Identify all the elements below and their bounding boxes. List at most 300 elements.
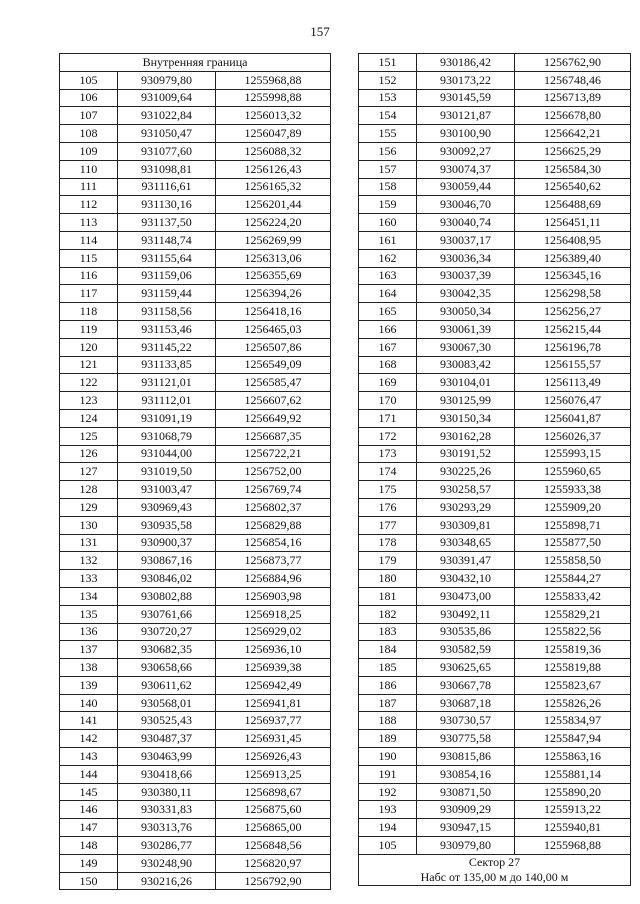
x-coordinate-cell: 930074,37 xyxy=(417,160,515,178)
table-row xyxy=(359,498,631,516)
x-coordinate-cell: 930286,77 xyxy=(118,837,216,855)
y-coordinate-cell: 1256549,09 xyxy=(216,356,331,374)
table-row xyxy=(60,676,331,694)
y-coordinate-cell: 1255960,65 xyxy=(515,463,631,481)
point-number-cell: 172 xyxy=(359,427,417,445)
x-coordinate-cell: 930611,62 xyxy=(118,676,216,694)
y-coordinate-cell: 1256937,77 xyxy=(216,712,331,730)
y-coordinate-cell: 1256355,69 xyxy=(216,267,331,285)
table-row xyxy=(359,409,631,427)
table-row xyxy=(359,570,631,588)
x-coordinate-cell: 930658,66 xyxy=(118,659,216,677)
table-row xyxy=(359,712,631,730)
point-number-cell: 146 xyxy=(60,801,118,819)
y-coordinate-cell: 1256678,80 xyxy=(515,107,631,125)
x-coordinate-cell: 931112,01 xyxy=(118,392,216,410)
point-number-cell: 145 xyxy=(60,783,118,801)
table-row xyxy=(60,748,331,766)
x-coordinate-cell: 930761,66 xyxy=(118,605,216,623)
point-number-cell: 173 xyxy=(359,445,417,463)
point-number-cell: 133 xyxy=(60,570,118,588)
y-coordinate-cell: 1255890,20 xyxy=(515,783,631,801)
table-row xyxy=(60,516,331,534)
point-number-cell: 185 xyxy=(359,659,417,677)
y-coordinate-cell: 1256076,47 xyxy=(515,392,631,410)
y-coordinate-cell: 1256155,57 xyxy=(515,356,631,374)
table-row xyxy=(60,641,331,659)
y-coordinate-cell: 1256165,32 xyxy=(216,178,331,196)
point-number-cell: 157 xyxy=(359,160,417,178)
point-number-cell: 181 xyxy=(359,587,417,605)
x-coordinate-cell: 931158,56 xyxy=(118,303,216,321)
x-coordinate-cell: 930173,22 xyxy=(417,71,515,89)
x-coordinate-cell: 931019,50 xyxy=(118,463,216,481)
y-coordinate-cell: 1256873,77 xyxy=(216,552,331,570)
y-coordinate-cell: 1256298,58 xyxy=(515,285,631,303)
point-number-cell: 116 xyxy=(60,267,118,285)
table-row xyxy=(60,71,331,89)
x-coordinate-cell: 930582,59 xyxy=(417,641,515,659)
point-number-cell: 151 xyxy=(359,54,417,72)
y-coordinate-cell: 1255881,14 xyxy=(515,765,631,783)
point-number-cell: 178 xyxy=(359,534,417,552)
x-coordinate-cell: 930846,02 xyxy=(118,570,216,588)
y-coordinate-cell: 1256713,89 xyxy=(515,89,631,107)
point-number-cell: 142 xyxy=(60,730,118,748)
x-coordinate-cell: 930037,39 xyxy=(417,267,515,285)
x-coordinate-cell: 930687,18 xyxy=(417,694,515,712)
table-row xyxy=(60,534,331,552)
table-row xyxy=(359,267,631,285)
table-row xyxy=(359,445,631,463)
y-coordinate-cell: 1256584,30 xyxy=(515,160,631,178)
y-coordinate-cell: 1256931,45 xyxy=(216,730,331,748)
point-number-cell: 167 xyxy=(359,338,417,356)
table-row xyxy=(359,178,631,196)
point-number-cell: 105 xyxy=(60,71,118,89)
table-row xyxy=(359,231,631,249)
point-number-cell: 128 xyxy=(60,481,118,499)
x-coordinate-cell: 930216,26 xyxy=(118,872,216,890)
point-number-cell: 137 xyxy=(60,641,118,659)
x-coordinate-cell: 931050,47 xyxy=(118,125,216,143)
point-number-cell: 125 xyxy=(60,427,118,445)
x-coordinate-cell: 930473,00 xyxy=(417,587,515,605)
x-coordinate-cell: 930492,11 xyxy=(417,605,515,623)
page-number: 157 xyxy=(310,24,330,39)
y-coordinate-cell: 1256013,32 xyxy=(216,107,331,125)
table-row xyxy=(60,819,331,837)
coordinates-table-left xyxy=(59,53,331,890)
x-coordinate-cell: 930969,43 xyxy=(118,498,216,516)
x-coordinate-cell: 930248,90 xyxy=(118,854,216,872)
point-number-cell: 129 xyxy=(60,498,118,516)
y-coordinate-cell: 1255940,81 xyxy=(515,819,631,837)
y-coordinate-cell: 1256903,98 xyxy=(216,587,331,605)
y-coordinate-cell: 1256345,16 xyxy=(515,267,631,285)
point-number-cell: 187 xyxy=(359,694,417,712)
x-coordinate-cell: 931003,47 xyxy=(118,481,216,499)
table-row xyxy=(60,712,331,730)
x-coordinate-cell: 930050,34 xyxy=(417,303,515,321)
table-title: Внутренняя граница xyxy=(60,54,331,72)
y-coordinate-cell: 1256929,02 xyxy=(216,623,331,641)
point-number-cell: 131 xyxy=(60,534,118,552)
y-coordinate-cell: 1256941,81 xyxy=(216,694,331,712)
x-coordinate-cell: 930730,57 xyxy=(417,712,515,730)
y-coordinate-cell: 1256942,49 xyxy=(216,676,331,694)
point-number-cell: 136 xyxy=(60,623,118,641)
table-row xyxy=(359,196,631,214)
x-coordinate-cell: 930083,42 xyxy=(417,356,515,374)
point-number-cell: 156 xyxy=(359,142,417,160)
table-row xyxy=(359,54,631,72)
point-number-cell: 165 xyxy=(359,303,417,321)
table-row xyxy=(359,587,631,605)
x-coordinate-cell: 930186,42 xyxy=(417,54,515,72)
y-coordinate-cell: 1256026,37 xyxy=(515,427,631,445)
x-coordinate-cell: 931130,16 xyxy=(118,196,216,214)
sector-title: Сектор 27 xyxy=(468,854,521,869)
table-row xyxy=(60,570,331,588)
point-number-cell: 115 xyxy=(60,249,118,267)
table-row xyxy=(359,142,631,160)
point-number-cell: 105 xyxy=(359,837,417,855)
y-coordinate-cell: 1256408,95 xyxy=(515,231,631,249)
y-coordinate-cell: 1255913,22 xyxy=(515,801,631,819)
table-row xyxy=(60,142,331,160)
point-number-cell: 113 xyxy=(60,214,118,232)
table-row xyxy=(359,160,631,178)
table-row xyxy=(359,623,631,641)
y-coordinate-cell: 1255823,67 xyxy=(515,676,631,694)
point-number-cell: 169 xyxy=(359,374,417,392)
x-coordinate-cell: 931077,60 xyxy=(118,142,216,160)
y-coordinate-cell: 1256848,56 xyxy=(216,837,331,855)
x-coordinate-cell: 930900,37 xyxy=(118,534,216,552)
table-row xyxy=(60,801,331,819)
point-number-cell: 190 xyxy=(359,748,417,766)
table-row xyxy=(60,872,331,890)
point-number-cell: 152 xyxy=(359,71,417,89)
point-number-cell: 182 xyxy=(359,605,417,623)
point-number-cell: 132 xyxy=(60,552,118,570)
point-number-cell: 120 xyxy=(60,338,118,356)
y-coordinate-cell: 1256625,29 xyxy=(515,142,631,160)
y-coordinate-cell: 1255909,20 xyxy=(515,498,631,516)
x-coordinate-cell: 930309,81 xyxy=(417,516,515,534)
table-row xyxy=(60,481,331,499)
y-coordinate-cell: 1255968,88 xyxy=(515,837,631,855)
table-row xyxy=(359,481,631,499)
x-coordinate-cell: 930720,27 xyxy=(118,623,216,641)
table-title-row xyxy=(60,54,331,72)
y-coordinate-cell: 1256918,25 xyxy=(216,605,331,623)
y-coordinate-cell: 1256829,88 xyxy=(216,516,331,534)
table-row xyxy=(60,623,331,641)
point-number-cell: 153 xyxy=(359,89,417,107)
table-row xyxy=(359,374,631,392)
x-coordinate-cell: 931121,01 xyxy=(118,374,216,392)
x-coordinate-cell: 930979,80 xyxy=(118,71,216,89)
y-coordinate-cell: 1256201,44 xyxy=(216,196,331,214)
y-coordinate-cell: 1256649,92 xyxy=(216,409,331,427)
table-row xyxy=(60,463,331,481)
x-coordinate-cell: 930331,83 xyxy=(118,801,216,819)
x-coordinate-cell: 930625,65 xyxy=(417,659,515,677)
y-coordinate-cell: 1256722,21 xyxy=(216,445,331,463)
point-number-cell: 160 xyxy=(359,214,417,232)
table-row xyxy=(60,694,331,712)
y-coordinate-cell: 1256687,35 xyxy=(216,427,331,445)
x-coordinate-cell: 931159,44 xyxy=(118,285,216,303)
x-coordinate-cell: 931155,64 xyxy=(118,249,216,267)
y-coordinate-cell: 1256926,43 xyxy=(216,748,331,766)
point-number-cell: 191 xyxy=(359,765,417,783)
point-number-cell: 150 xyxy=(60,872,118,890)
table-row xyxy=(60,214,331,232)
table-row xyxy=(359,338,631,356)
point-number-cell: 192 xyxy=(359,783,417,801)
point-number-cell: 111 xyxy=(60,178,118,196)
x-coordinate-cell: 930061,39 xyxy=(417,320,515,338)
y-coordinate-cell: 1256507,86 xyxy=(216,338,331,356)
table-row xyxy=(359,214,631,232)
table-row xyxy=(60,605,331,623)
x-coordinate-cell: 930854,16 xyxy=(417,765,515,783)
x-coordinate-cell: 931137,50 xyxy=(118,214,216,232)
x-coordinate-cell: 930145,59 xyxy=(417,89,515,107)
x-coordinate-cell: 930258,57 xyxy=(417,481,515,499)
y-coordinate-cell: 1255993,15 xyxy=(515,445,631,463)
table-row xyxy=(359,552,631,570)
point-number-cell: 124 xyxy=(60,409,118,427)
table-row xyxy=(60,587,331,605)
table-row xyxy=(60,659,331,677)
y-coordinate-cell: 1256875,60 xyxy=(216,801,331,819)
point-number-cell: 106 xyxy=(60,89,118,107)
x-coordinate-cell: 930568,01 xyxy=(118,694,216,712)
table-row xyxy=(359,463,631,481)
sector-row xyxy=(359,854,631,885)
x-coordinate-cell: 930380,11 xyxy=(118,783,216,801)
table-row xyxy=(60,107,331,125)
table-row xyxy=(359,107,631,125)
table-row xyxy=(359,249,631,267)
table-row xyxy=(60,854,331,872)
x-coordinate-cell: 930092,27 xyxy=(417,142,515,160)
point-number-cell: 134 xyxy=(60,587,118,605)
x-coordinate-cell: 930037,17 xyxy=(417,231,515,249)
table-row xyxy=(359,783,631,801)
point-number-cell: 159 xyxy=(359,196,417,214)
x-coordinate-cell: 930150,34 xyxy=(417,409,515,427)
point-number-cell: 114 xyxy=(60,231,118,249)
y-coordinate-cell: 1255858,50 xyxy=(515,552,631,570)
table-row xyxy=(60,160,331,178)
y-coordinate-cell: 1255829,21 xyxy=(515,605,631,623)
table-row xyxy=(60,89,331,107)
table-row xyxy=(359,285,631,303)
y-coordinate-cell: 1256224,20 xyxy=(216,214,331,232)
table-row xyxy=(60,445,331,463)
table-row xyxy=(359,605,631,623)
point-number-cell: 163 xyxy=(359,267,417,285)
table-row xyxy=(60,837,331,855)
point-number-cell: 118 xyxy=(60,303,118,321)
table-row xyxy=(359,303,631,321)
y-coordinate-cell: 1256865,00 xyxy=(216,819,331,837)
y-coordinate-cell: 1255833,42 xyxy=(515,587,631,605)
y-coordinate-cell: 1256113,49 xyxy=(515,374,631,392)
table-row xyxy=(359,765,631,783)
coordinates-table-right xyxy=(358,53,631,886)
point-number-cell: 107 xyxy=(60,107,118,125)
y-coordinate-cell: 1256041,87 xyxy=(515,409,631,427)
point-number-cell: 109 xyxy=(60,142,118,160)
table-row xyxy=(359,748,631,766)
x-coordinate-cell: 931145,22 xyxy=(118,338,216,356)
x-coordinate-cell: 930040,74 xyxy=(417,214,515,232)
point-number-cell: 154 xyxy=(359,107,417,125)
table-row xyxy=(359,819,631,837)
x-coordinate-cell: 930348,65 xyxy=(417,534,515,552)
table-row xyxy=(60,303,331,321)
x-coordinate-cell: 930067,30 xyxy=(417,338,515,356)
point-number-cell: 180 xyxy=(359,570,417,588)
x-coordinate-cell: 931153,46 xyxy=(118,320,216,338)
y-coordinate-cell: 1255847,94 xyxy=(515,730,631,748)
table-row xyxy=(359,427,631,445)
y-coordinate-cell: 1256126,43 xyxy=(216,160,331,178)
table-row xyxy=(60,338,331,356)
y-coordinate-cell: 1256762,90 xyxy=(515,54,631,72)
x-coordinate-cell: 930667,78 xyxy=(417,676,515,694)
point-number-cell: 177 xyxy=(359,516,417,534)
table-row xyxy=(60,730,331,748)
y-coordinate-cell: 1255877,50 xyxy=(515,534,631,552)
point-number-cell: 179 xyxy=(359,552,417,570)
table-row xyxy=(359,89,631,107)
point-number-cell: 168 xyxy=(359,356,417,374)
point-number-cell: 119 xyxy=(60,320,118,338)
point-number-cell: 147 xyxy=(60,819,118,837)
x-coordinate-cell: 930867,16 xyxy=(118,552,216,570)
x-coordinate-cell: 930909,29 xyxy=(417,801,515,819)
x-coordinate-cell: 931148,74 xyxy=(118,231,216,249)
table-row xyxy=(60,285,331,303)
table-row xyxy=(60,783,331,801)
x-coordinate-cell: 930525,43 xyxy=(118,712,216,730)
table-row xyxy=(60,320,331,338)
point-number-cell: 121 xyxy=(60,356,118,374)
table-row xyxy=(359,516,631,534)
x-coordinate-cell: 930104,01 xyxy=(417,374,515,392)
y-coordinate-cell: 1256748,46 xyxy=(515,71,631,89)
x-coordinate-cell: 930121,87 xyxy=(417,107,515,125)
y-coordinate-cell: 1256465,03 xyxy=(216,320,331,338)
point-number-cell: 158 xyxy=(359,178,417,196)
point-number-cell: 148 xyxy=(60,837,118,855)
x-coordinate-cell: 930935,58 xyxy=(118,516,216,534)
y-coordinate-cell: 1256752,00 xyxy=(216,463,331,481)
y-coordinate-cell: 1256313,06 xyxy=(216,249,331,267)
point-number-cell: 117 xyxy=(60,285,118,303)
point-number-cell: 171 xyxy=(359,409,417,427)
y-coordinate-cell: 1255863,16 xyxy=(515,748,631,766)
x-coordinate-cell: 930682,35 xyxy=(118,641,216,659)
y-coordinate-cell: 1256939,38 xyxy=(216,659,331,677)
y-coordinate-cell: 1256256,27 xyxy=(515,303,631,321)
x-coordinate-cell: 930463,99 xyxy=(118,748,216,766)
x-coordinate-cell: 930125,99 xyxy=(417,392,515,410)
point-number-cell: 143 xyxy=(60,748,118,766)
table-row xyxy=(359,801,631,819)
table-row xyxy=(60,498,331,516)
point-number-cell: 126 xyxy=(60,445,118,463)
table-row xyxy=(359,730,631,748)
y-coordinate-cell: 1256884,96 xyxy=(216,570,331,588)
x-coordinate-cell: 930802,88 xyxy=(118,587,216,605)
table-row xyxy=(60,267,331,285)
point-number-cell: 193 xyxy=(359,801,417,819)
table-row xyxy=(359,694,631,712)
y-coordinate-cell: 1256047,89 xyxy=(216,125,331,143)
x-coordinate-cell: 930162,28 xyxy=(417,427,515,445)
table-row xyxy=(60,178,331,196)
x-coordinate-cell: 930947,15 xyxy=(417,819,515,837)
y-coordinate-cell: 1256802,37 xyxy=(216,498,331,516)
table-row xyxy=(60,765,331,783)
table-row xyxy=(60,249,331,267)
x-coordinate-cell: 930293,29 xyxy=(417,498,515,516)
point-number-cell: 162 xyxy=(359,249,417,267)
x-coordinate-cell: 931009,64 xyxy=(118,89,216,107)
point-number-cell: 184 xyxy=(359,641,417,659)
table-row xyxy=(60,427,331,445)
sector-subtitle: Набс от 135,00 м до 140,00 м xyxy=(420,869,569,884)
table-row xyxy=(60,409,331,427)
y-coordinate-cell: 1256269,99 xyxy=(216,231,331,249)
table-row xyxy=(359,676,631,694)
x-coordinate-cell: 930225,26 xyxy=(417,463,515,481)
point-number-cell: 149 xyxy=(60,854,118,872)
sector-note xyxy=(359,854,631,885)
y-coordinate-cell: 1255819,36 xyxy=(515,641,631,659)
point-number-cell: 176 xyxy=(359,498,417,516)
y-coordinate-cell: 1256898,67 xyxy=(216,783,331,801)
y-coordinate-cell: 1256418,16 xyxy=(216,303,331,321)
x-coordinate-cell: 930100,90 xyxy=(417,125,515,143)
x-coordinate-cell: 931098,81 xyxy=(118,160,216,178)
y-coordinate-cell: 1256196,78 xyxy=(515,338,631,356)
table-row xyxy=(359,534,631,552)
x-coordinate-cell: 930391,47 xyxy=(417,552,515,570)
y-coordinate-cell: 1255819,88 xyxy=(515,659,631,677)
point-number-cell: 188 xyxy=(359,712,417,730)
table-row xyxy=(60,374,331,392)
table-row xyxy=(60,125,331,143)
y-coordinate-cell: 1256585,47 xyxy=(216,374,331,392)
x-coordinate-cell: 930775,58 xyxy=(417,730,515,748)
y-coordinate-cell: 1255968,88 xyxy=(216,71,331,89)
table-row xyxy=(359,837,631,855)
point-number-cell: 123 xyxy=(60,392,118,410)
point-number-cell: 194 xyxy=(359,819,417,837)
x-coordinate-cell: 931133,85 xyxy=(118,356,216,374)
point-number-cell: 130 xyxy=(60,516,118,534)
y-coordinate-cell: 1255844,27 xyxy=(515,570,631,588)
